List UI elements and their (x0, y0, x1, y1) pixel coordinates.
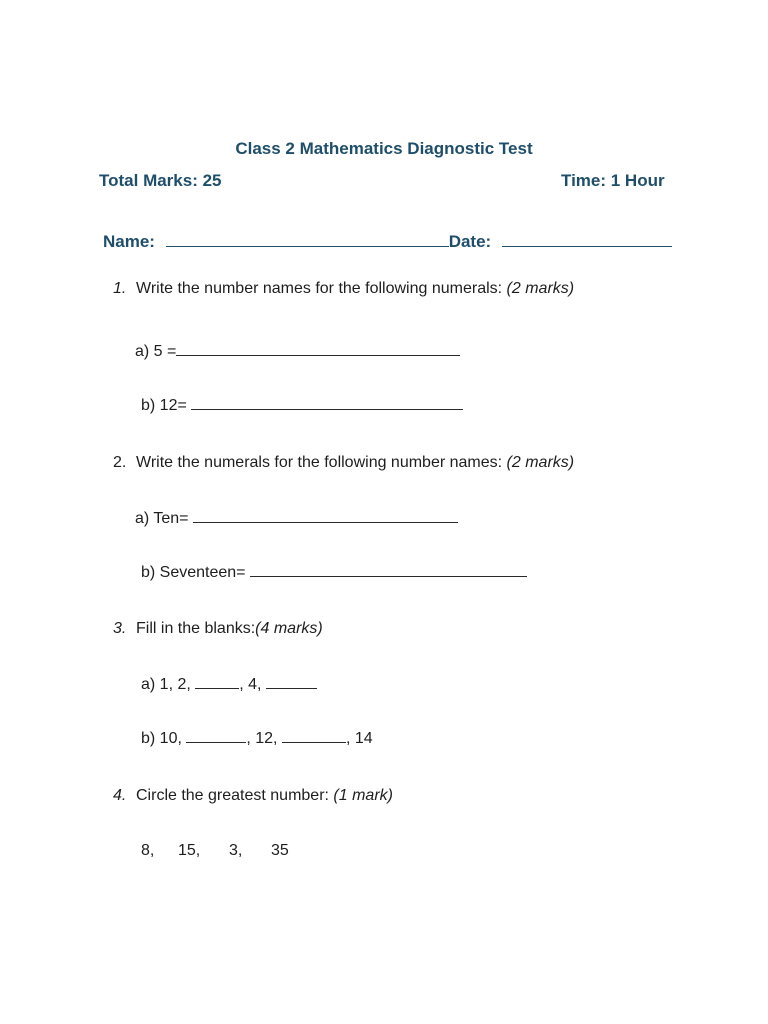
question-number: 2. (113, 454, 127, 471)
question-marks: (4 marks) (255, 620, 323, 637)
name-label: Name: (103, 232, 155, 251)
question-text (136, 454, 574, 472)
page-title: Class 2 Mathematics Diagnostic Test (235, 139, 533, 158)
item-label: a) Ten= (135, 510, 193, 527)
question-prompt: Write the numerals for the following number names: (136, 454, 507, 471)
date-blank[interactable] (502, 232, 672, 247)
question-marks: (1 mark) (333, 787, 393, 804)
answer-item (141, 395, 463, 415)
item-label: a) 5 = (135, 343, 177, 360)
answer-item (141, 562, 527, 582)
question-marks: (2 marks) (506, 454, 575, 471)
answer-item (135, 508, 458, 528)
answer-item (141, 674, 317, 694)
date-label: Date: (448, 232, 492, 251)
number-choice[interactable]: 3, (229, 842, 243, 859)
name-date-row (103, 232, 672, 252)
number-choice[interactable]: 15, (178, 842, 201, 859)
answer-item (141, 728, 373, 748)
time-limit: Time: 1 Hour (561, 171, 665, 190)
total-marks: Total Marks: 25 (99, 171, 222, 190)
answer-blank[interactable] (250, 562, 527, 577)
item-label: , 14 (345, 730, 373, 747)
answer-blank[interactable] (186, 728, 246, 743)
answer-blank[interactable] (176, 341, 460, 356)
name-blank[interactable] (166, 232, 449, 247)
question-number: 4. (113, 787, 127, 804)
question-text (136, 787, 393, 805)
number-choice[interactable]: 8, (141, 842, 155, 859)
number-choice[interactable]: 35 (271, 842, 289, 859)
item-label: , 4, (239, 676, 266, 693)
answer-blank[interactable] (193, 508, 458, 523)
question-number: 1. (113, 280, 127, 297)
item-label: b) Seventeen= (141, 564, 250, 581)
question-prompt: Circle the greatest number: (136, 787, 334, 804)
question-prompt: Fill in the blanks: (136, 620, 256, 637)
answer-item (135, 341, 460, 361)
item-label: a) 1, 2, (141, 676, 196, 693)
question-text (136, 620, 323, 638)
answer-blank[interactable] (266, 674, 317, 689)
answer-blank[interactable] (282, 728, 346, 743)
question-prompt: Write the number names for the following numerals: (136, 280, 507, 297)
question-marks: (2 marks) (506, 280, 575, 297)
answer-blank[interactable] (191, 395, 463, 410)
question-number: 3. (113, 620, 127, 637)
answer-blank[interactable] (195, 674, 239, 689)
item-label: b) 12= (141, 397, 192, 414)
item-label: b) 10, (141, 730, 187, 747)
question-text (136, 280, 574, 298)
item-label: , 12, (246, 730, 282, 747)
